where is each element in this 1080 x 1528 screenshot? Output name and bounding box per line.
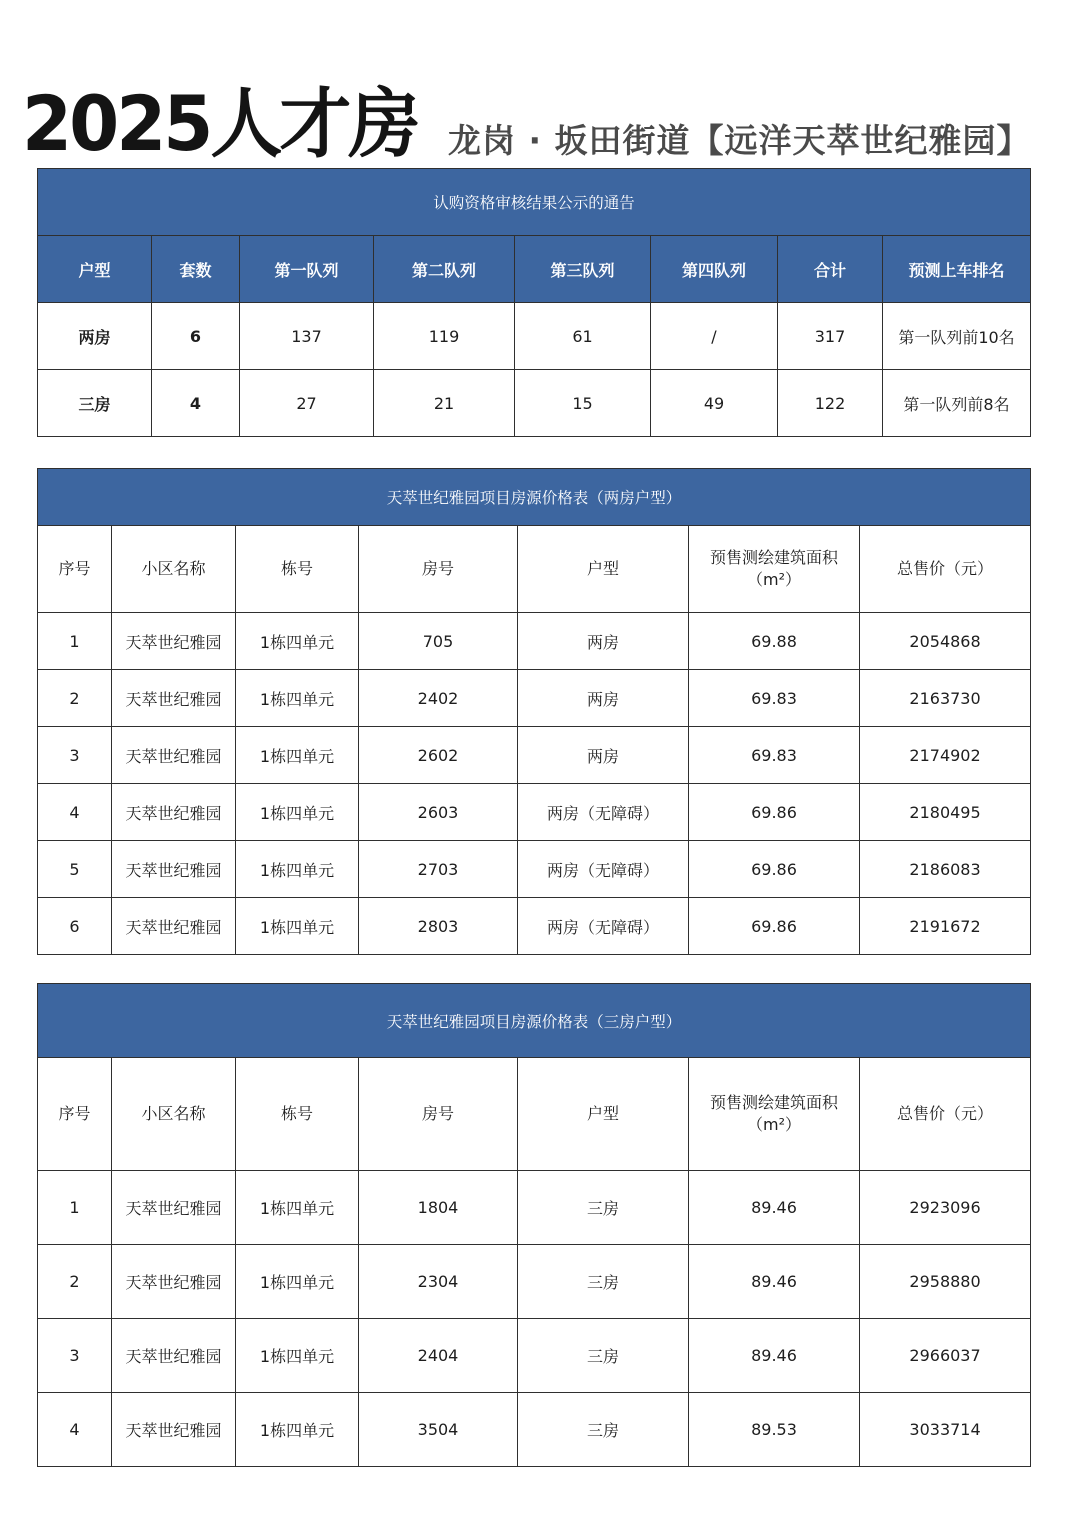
- table-cell: 天萃世纪雅园: [112, 727, 236, 784]
- table-cell: 1栋四单元: [236, 613, 359, 670]
- column-header-area: [689, 1058, 860, 1171]
- column-header: 房号: [359, 526, 518, 613]
- table-cell: 1: [38, 613, 112, 670]
- page-title: 2025人才房: [22, 79, 418, 169]
- table-cell: 69.83: [689, 670, 860, 727]
- column-header: 栋号: [236, 1058, 359, 1171]
- table-cell: 21: [374, 370, 515, 437]
- table-cell: 天萃世纪雅园: [112, 784, 236, 841]
- table-cell: 三房: [518, 1393, 689, 1467]
- table-cell: 天萃世纪雅园: [112, 898, 236, 955]
- table-cell: 三房: [38, 370, 152, 437]
- table-cell: 89.46: [689, 1245, 860, 1319]
- table-cell: 89.46: [689, 1171, 860, 1245]
- table-cell: 三房: [518, 1245, 689, 1319]
- table-cell: 6: [152, 303, 240, 370]
- table-cell: 89.53: [689, 1393, 860, 1467]
- table-cell: 2803: [359, 898, 518, 955]
- table-cell: 两房: [518, 727, 689, 784]
- table-cell: 2304: [359, 1245, 518, 1319]
- table-cell: 122: [778, 370, 883, 437]
- table-cell: 1栋四单元: [236, 841, 359, 898]
- table-row: [38, 370, 1031, 437]
- table-cell: 2958880: [860, 1245, 1031, 1319]
- table-cell: 6: [38, 898, 112, 955]
- area-unit: （m²）: [746, 1115, 801, 1134]
- table-cell: 两房: [38, 303, 152, 370]
- table-cell: 3: [38, 1319, 112, 1393]
- table-row: [38, 303, 1031, 370]
- table-cell: 1栋四单元: [236, 898, 359, 955]
- table-cell: 天萃世纪雅园: [112, 1319, 236, 1393]
- table-cell: 1栋四单元: [236, 670, 359, 727]
- column-header: 小区名称: [112, 1058, 236, 1171]
- summary-table-title: 认购资格审核结果公示的通告: [38, 169, 1031, 236]
- table-cell: 1栋四单元: [236, 1171, 359, 1245]
- column-header: 总售价（元）: [860, 1058, 1031, 1171]
- table-cell: 两房（无障碍）: [518, 841, 689, 898]
- table-cell: 天萃世纪雅园: [112, 1245, 236, 1319]
- column-header: 户型: [518, 1058, 689, 1171]
- table-cell: 1栋四单元: [236, 784, 359, 841]
- table-cell: 1栋四单元: [236, 727, 359, 784]
- table-cell: 天萃世纪雅园: [112, 841, 236, 898]
- table-cell: 第一队列前8名: [883, 370, 1031, 437]
- page-subtitle: 龙岗 · 坂田街道【远洋天萃世纪雅园】: [448, 121, 1031, 160]
- column-header: 户型: [38, 236, 152, 303]
- table-cell: 1804: [359, 1171, 518, 1245]
- table-cell: 4: [38, 784, 112, 841]
- table-cell: 61: [515, 303, 651, 370]
- column-header: 总售价（元）: [860, 526, 1031, 613]
- column-header: 第三队列: [515, 236, 651, 303]
- table-cell: 4: [38, 1393, 112, 1467]
- table-cell: 119: [374, 303, 515, 370]
- column-header: 房号: [359, 1058, 518, 1171]
- column-header: 栋号: [236, 526, 359, 613]
- table-cell: 5: [38, 841, 112, 898]
- column-header: 户型: [518, 526, 689, 613]
- table-cell: 89.46: [689, 1319, 860, 1393]
- table-cell: 1栋四单元: [236, 1393, 359, 1467]
- table-cell: 3033714: [860, 1393, 1031, 1467]
- table-row: [38, 727, 1031, 784]
- table-cell: 2180495: [860, 784, 1031, 841]
- table-cell: 4: [152, 370, 240, 437]
- column-header: 第四队列: [651, 236, 778, 303]
- table-cell: 2404: [359, 1319, 518, 1393]
- column-header: 第二队列: [374, 236, 515, 303]
- table-cell: 2191672: [860, 898, 1031, 955]
- column-header: 序号: [38, 526, 112, 613]
- summary-table: [37, 168, 1031, 437]
- table-cell: 天萃世纪雅园: [112, 1171, 236, 1245]
- column-header: 序号: [38, 1058, 112, 1171]
- three-room-price-table: [37, 983, 1031, 1467]
- table-cell: 2: [38, 1245, 112, 1319]
- column-header: 预测上车排名: [883, 236, 1031, 303]
- table-cell: 1栋四单元: [236, 1245, 359, 1319]
- table-row: [38, 1393, 1031, 1467]
- table-cell: 15: [515, 370, 651, 437]
- table-row: [38, 1245, 1031, 1319]
- table-cell: 1: [38, 1171, 112, 1245]
- table-cell: 两房（无障碍）: [518, 898, 689, 955]
- table-cell: 天萃世纪雅园: [112, 1393, 236, 1467]
- table-cell: 2966037: [860, 1319, 1031, 1393]
- table-row: [38, 784, 1031, 841]
- table-cell: 69.86: [689, 841, 860, 898]
- table-cell: 2402: [359, 670, 518, 727]
- table-cell: 2602: [359, 727, 518, 784]
- table-cell: 2603: [359, 784, 518, 841]
- column-header: 小区名称: [112, 526, 236, 613]
- table-cell: 2: [38, 670, 112, 727]
- area-unit: （m²）: [746, 570, 801, 589]
- table-cell: 3504: [359, 1393, 518, 1467]
- table-cell: /: [651, 303, 778, 370]
- table-cell: 三房: [518, 1171, 689, 1245]
- table-cell: 2163730: [860, 670, 1031, 727]
- table-cell: 317: [778, 303, 883, 370]
- table-row: [38, 670, 1031, 727]
- column-header: 第一队列: [240, 236, 374, 303]
- table-row: [38, 613, 1031, 670]
- table-row: [38, 1319, 1031, 1393]
- table-cell: 两房: [518, 670, 689, 727]
- table-cell: 2054868: [860, 613, 1031, 670]
- table-cell: 49: [651, 370, 778, 437]
- table-cell: 3: [38, 727, 112, 784]
- two-room-table-title: 天萃世纪雅园项目房源价格表（两房户型）: [38, 469, 1031, 526]
- column-header-area: [689, 526, 860, 613]
- column-header: 套数: [152, 236, 240, 303]
- table-cell: 第一队列前10名: [883, 303, 1031, 370]
- three-room-table-title: 天萃世纪雅园项目房源价格表（三房户型）: [38, 984, 1031, 1058]
- area-label: 预售测绘建筑面积: [709, 1093, 838, 1113]
- two-room-price-table: [37, 468, 1031, 955]
- area-label: 预售测绘建筑面积: [709, 548, 838, 568]
- table-cell: 69.86: [689, 784, 860, 841]
- table-cell: 两房: [518, 613, 689, 670]
- table-cell: 69.86: [689, 898, 860, 955]
- table-row: [38, 841, 1031, 898]
- table-cell: 137: [240, 303, 374, 370]
- column-header: 合计: [778, 236, 883, 303]
- table-cell: 两房（无障碍）: [518, 784, 689, 841]
- table-cell: 天萃世纪雅园: [112, 670, 236, 727]
- table-cell: 2923096: [860, 1171, 1031, 1245]
- table-cell: 69.83: [689, 727, 860, 784]
- table-cell: 2174902: [860, 727, 1031, 784]
- table-cell: 2703: [359, 841, 518, 898]
- table-cell: 27: [240, 370, 374, 437]
- table-cell: 2186083: [860, 841, 1031, 898]
- table-cell: 705: [359, 613, 518, 670]
- table-row: [38, 1171, 1031, 1245]
- table-cell: 1栋四单元: [236, 1319, 359, 1393]
- table-cell: 69.88: [689, 613, 860, 670]
- table-cell: 天萃世纪雅园: [112, 613, 236, 670]
- table-cell: 三房: [518, 1319, 689, 1393]
- table-row: [38, 898, 1031, 955]
